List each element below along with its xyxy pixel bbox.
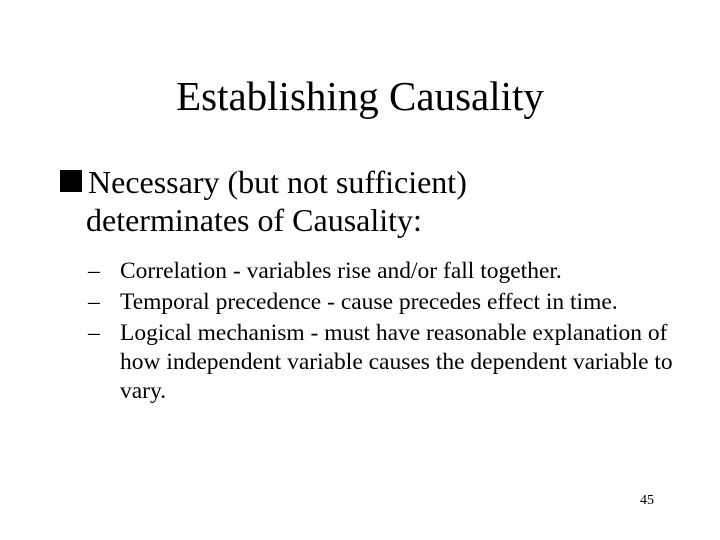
sub-bullet-temporal-precedence xyxy=(88,288,678,317)
dash-bullet-icon: – xyxy=(88,320,100,346)
dash-bullet-icon: – xyxy=(88,258,100,284)
slide-title: Establishing Causality xyxy=(176,73,544,119)
sub-bullet-text: Temporal precedence - cause precedes effect in time. xyxy=(120,289,618,315)
main-bullet xyxy=(60,163,680,239)
sub-bullet-text: Correlation - variables rise and/or fall together. xyxy=(120,258,562,284)
sub-bullet-list xyxy=(88,257,678,408)
main-bullet-text xyxy=(60,163,680,239)
sub-bullet-correlation xyxy=(88,257,678,286)
square-bullet-icon xyxy=(60,170,82,192)
sub-bullet-text: Logical mechanism - must have reasonable explanation of how independent variable causes the dependent variable to vary. xyxy=(120,320,673,404)
page-number: 45 xyxy=(640,493,654,508)
main-bullet-line-2: determinates of Causality: xyxy=(86,202,422,238)
dash-bullet-icon: – xyxy=(88,289,100,315)
main-bullet-line-1: Necessary (but not sufficient) xyxy=(88,164,467,200)
sub-bullet-logical-mechanism xyxy=(88,319,678,406)
